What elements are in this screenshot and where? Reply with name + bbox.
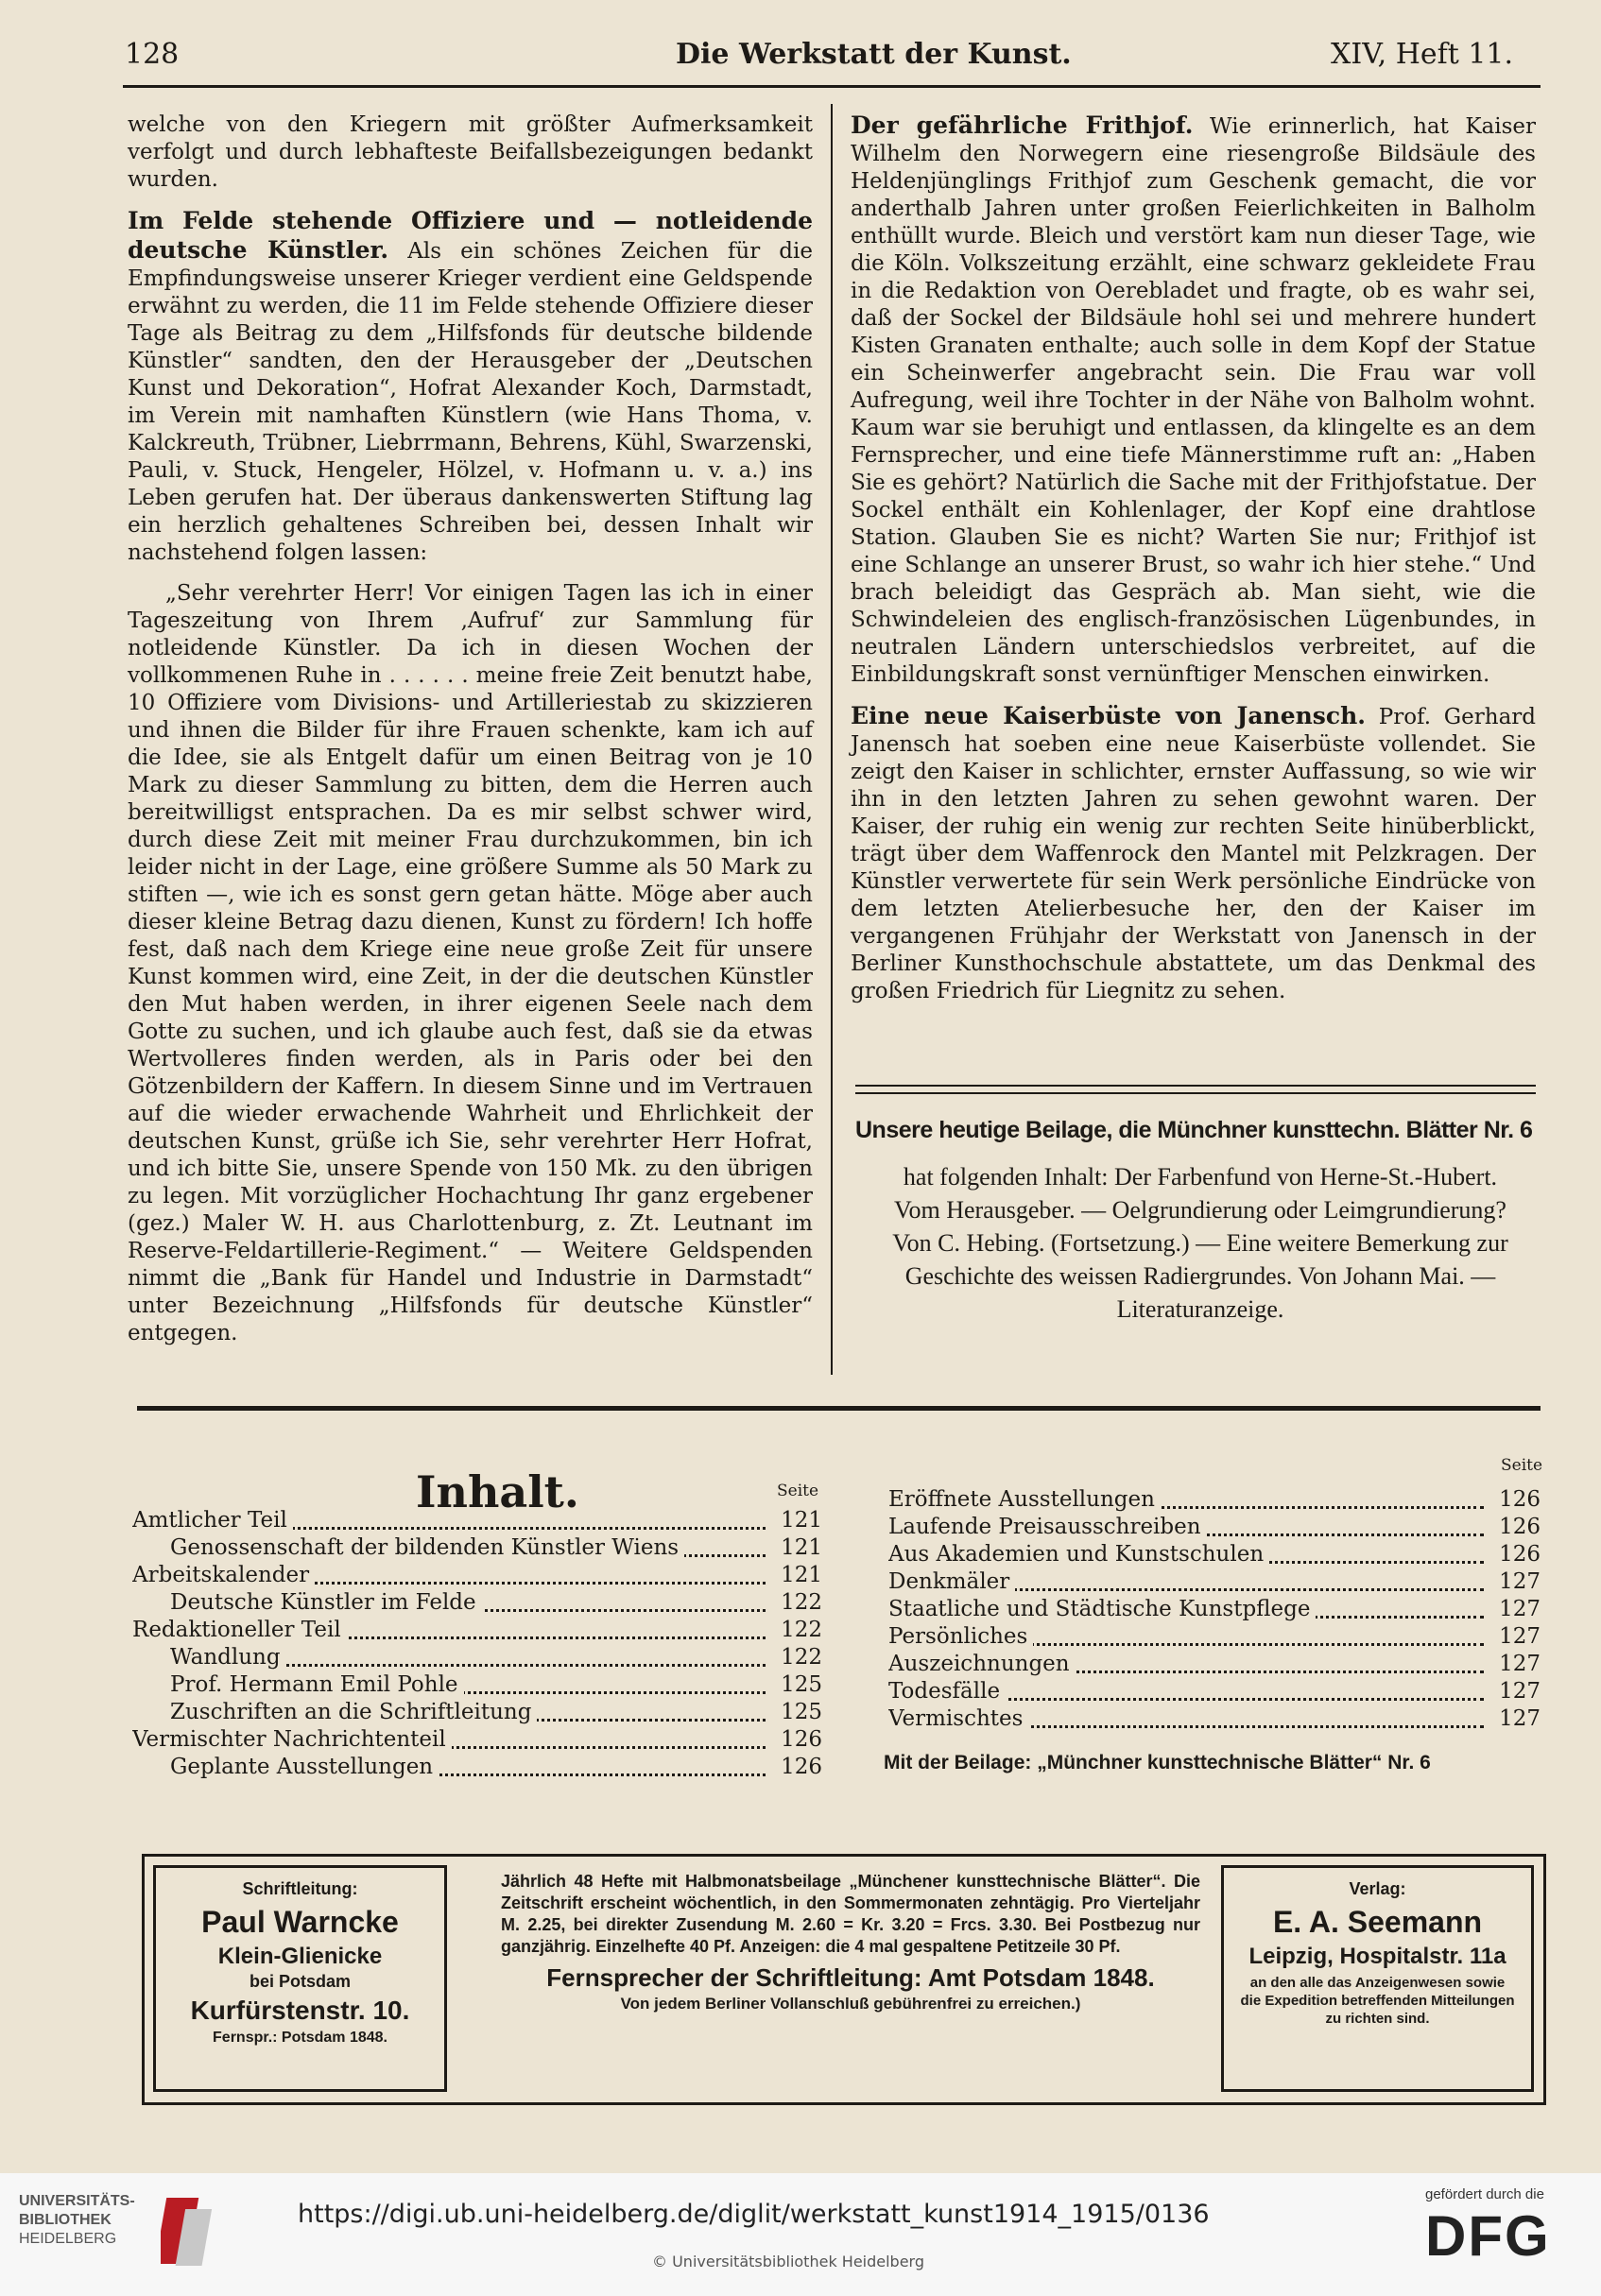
- toc-entry[interactable]: Laufende Preisausschreiben 126: [888, 1515, 1541, 1539]
- toc-entry[interactable]: Arbeitskalender 121: [132, 1563, 822, 1587]
- beilage-title: Unsere heutige Beilage, die Münchner kunsttechn. Blätter Nr. 6: [855, 1117, 1533, 1143]
- publisher-city: Leipzig, Hospitalstr. 11a: [1248, 1944, 1506, 1969]
- toc-entry[interactable]: Aus Akademien und Kunstschulen 126: [888, 1542, 1541, 1567]
- article-body: Als ein schönes Zeichen für die Empfindungsweise unserer Krieger verdient eine Geldspende erwähnt zu werden, die 11 im Felde stehende Offiziere dieser Tage als Beitrag zu dem „Hilfsfonds für deutsche bildende Künstler“ sandten, den der Herausgeber der „Deutschen Kunst und Dekoration“, Hofrat Alexander Koch, Darmstadt, im Verein mit namhaften Künstlern (wie Hans Thoma, v. Kalckreuth, Trübner, Liebrrmann, Behrens, Kühl, Swarzenski, Pauli, v. Stuck, Hengeler, Hölzel, v. Hofmann u. v. a.) ins Leben gerufen hat. Der überaus dankenswerten Stiftung lag ein herzlich gehaltenes Schreiben bei, dessen Inhalt wir nachstehend folgen lassen:: [128, 239, 813, 565]
- toc-entry[interactable]: Staatliche und Städtische Kunstpflege 127: [888, 1597, 1541, 1621]
- imprint-editor-box: [153, 1865, 447, 2092]
- toc-beilage-note: Mit der Beilage: „Münchner kunsttechnische Blätter“ Nr. 6: [884, 1752, 1431, 1773]
- imprint-subscription-box: [491, 1865, 1210, 2086]
- toc-entry[interactable]: Genossenschaft der bildenden Künstler Wiens 121: [132, 1535, 822, 1563]
- library-logo-text: [19, 2192, 135, 2249]
- article-heading: Der gefährliche Frithjof.: [851, 111, 1194, 139]
- double-rule-bottom: [855, 1092, 1536, 1094]
- funded-by-label: gefördert durch die: [1425, 2186, 1544, 2202]
- publisher-note: an den alle das Anzeigenwesen sowie die Expedition betreffenden Mitteilungen zu richten sind.: [1240, 1975, 1515, 2027]
- toc-seite-left: Seite: [777, 1482, 819, 1500]
- letter-text: „Sehr verehrter Herr! Vor einigen Tagen las ich in einer Tageszeitung von Ihrem ‚Aufruf‘ zur Sammlung für notleidende Künstler. Da ich in diesen Wochen der vollkommenen Ruhe in . . . . . . meine freie Zeit benutzt habe, 10 Offiziere vom Divisions- und Artilleriestab zu skizzieren und ihnen die Bilder für ihre Frauen schenkte, kam ich auf die Idee, sie als Entgelt dafür um einen Beitrag von je 10 Mark zu dieser Sammlung zu bitten, dem die Herren auch bereitwilligst entsprachen. Da es mir selbst schwer wird, durch diese Zeit mit meiner Frau durchzukommen, bin ich leider nicht in der Lage, eine größere Summe als 50 Mark zu stiften —, wie ich es sonst gern getan hätte. Möge aber auch dieser kleine Betrag dazu dienen, Kunst zu fördern! Ich hoffe fest, daß nach dem Kriege eine neue große Zeit für unsere Kunst kommen wird, eine Zeit, in der die deutschen Künstler den Mut haben werden, in ihrer eigenen Seele nach dem Gotte zu suchen, und ich glaube auch fest, daß sie da etwas Wertvolleres finden werden, als in Paris oder bei den Götzenbildern der Kaffern. In diesem Sinne und im Vertrauen auf die wieder erwachende Wahrheit und Ehrlichkeit der deutschen Kunst, grüße ich Sie, sehr verehrter Herr Hofrat, und ich bitte Sie, unsere Spende von 150 Mk. zu den übrigen zu legen. Mit vorzüglicher Hochachtung Ihr ganz ergebener (gez.) Maler W. H. aus Charlottenburg, z. Zt. Leutnant im Reserve-Feldartillerie-Regiment.“ — Weitere Geldspenden nimmt die „Bank für Handel und Industrie in Darmstadt“ unter Bezeichnung „Hilfsfonds für deutsche Künstler“ entgegen.: [128, 581, 813, 1345]
- copyright-note: © Universitätsbibliothek Heidelberg: [652, 2253, 925, 2270]
- running-title: Die Werkstatt der Kunst.: [676, 38, 1072, 71]
- publisher-name: E. A. Seemann: [1272, 1905, 1483, 1939]
- editor-street: Kurfürstenstr. 10.: [190, 1996, 410, 2025]
- article-heading: Eine neue Kaiserbüste von Janensch.: [851, 702, 1366, 729]
- column-divider: [831, 104, 833, 1375]
- source-url[interactable]: https://digi.ub.uni-heidelberg.de/diglit/werkstatt_kunst1914_1915/0136: [298, 2200, 1210, 2229]
- imprint-publisher-box: [1221, 1865, 1534, 2092]
- toc-entry[interactable]: Denkmäler 127: [888, 1569, 1541, 1594]
- toc-entry[interactable]: Deutsche Künstler im Felde 122: [132, 1590, 822, 1618]
- article-body: Prof. Gerhard Janensch hat soeben eine neue Kaiserbüste vollendet. Sie zeigt den Kaiser in schlichter, ernster Auffassung, so wie wir ihn in den letzten Jahren zu sehen gewohnt waren. Der Kaiser, der ruhig ein wenig zur rechten Seite hinüberblickt, trägt über dem Waffenrock den Mantel mit Pelzkragen. Der Künstler verwertete für sein Werk persönliche Eindrücke von dem letzten Atelierbesuche her, den der Kaiser im vergangenen Frühjahr der Werkstatt von Janensch in der Berliner Kunsthochschule abstattete, um das Denkmal des großen Friedrich für Liegnitz zu sehen.: [851, 705, 1537, 1003]
- library-line-3: HEIDELBERG: [19, 2231, 117, 2247]
- phone-berlin-note: Von jedem Berliner Vollanschluß gebührenfrei zu erreichen.): [620, 1995, 1081, 2013]
- toc-entry[interactable]: Redaktioneller Teil 122: [132, 1618, 822, 1642]
- article-body: Wie erinnerlich, hat Kaiser Wilhelm den Norwegern eine riesengroße Bildsäule des Heldenjünglings Frithjof zum Geschenk gemacht, die vor anderthalb Jahren unter großen Feierlichkeiten in Balholm enthüllt wurde. Bleich und verstört kam nun dieser Tage, wie die Köln. Volkszeitung erzählt, eine schwarz gekleidete Frau in die Redaktion von Oerebladet und fragte, ob es wahr sei, daß der Sockel der Bildsäule hohl sei und mehrere hundert Kisten Granaten enthalte; auch solle in dem Kopf der Statue ein Scheinwerfer angebracht sein. Die Frau war voll Aufregung, weil ihre Tochter in der Nähe von Balholm wohnt. Kaum war sie beruhigt und entlassen, da klingelte es an dem Fernsprecher, und eine tiefe Männerstimme ruft an: „Haben Sie es gehört? Natürlich die Sache mit der Frithjofstatue. Der Sockel enthält ein Kohlenlager, der Kopf eine drahtlose Station. Glauben Sie es nicht? Warten Sie nur; Frithjof ist eine Schlange an unserer Brust, so wahr ich hier stehe.“ Und brach beleidigt das Gespräch ab. Man sieht, wie die Schwindeleien des englisch-französischen Lügenbundes, in neutralen Ländern unterschiedslos verbreitet, auf die Einbildungskraft sonst vernünftiger Menschen einwirken.: [851, 114, 1537, 687]
- article-heading: Im Felde stehende Offiziere und — notleidende deutsche Künstler.: [128, 207, 813, 264]
- toc-entry[interactable]: Wandlung 122: [132, 1645, 822, 1672]
- article-kaiserbueste: [851, 702, 1536, 1005]
- toc-entry[interactable]: Persönliches 127: [888, 1624, 1541, 1649]
- editor-name: Paul Warncke: [201, 1905, 399, 1939]
- toc-entry[interactable]: Zuschriften an die Schriftleitung 125: [132, 1700, 822, 1727]
- article-frithjof: [851, 111, 1536, 689]
- editor-place: Klein-Glienicke: [217, 1944, 383, 1969]
- header-rule: [123, 85, 1541, 88]
- toc-left: [132, 1508, 822, 1782]
- toc-entry[interactable]: Geplante Ausstellungen 126: [132, 1755, 822, 1782]
- editor-label: Schriftleitung:: [242, 1879, 358, 1898]
- publisher-label: Verlag:: [1349, 1879, 1406, 1898]
- editor-near: bei Potsdam: [249, 1972, 352, 1991]
- toc-title: Inhalt.: [416, 1466, 579, 1517]
- toc-entry[interactable]: Todesfälle 127: [888, 1679, 1541, 1704]
- toc-right: [888, 1487, 1541, 1734]
- beilage-body: hat folgenden Inhalt: Der Farbenfund von Herne-St.-Hubert. Vom Herausgeber. — Oelgrundierung oder Leimgrundierung? Von C. Hebing. (Fortsetzung.) — Eine weitere Bemerkung zur Geschichte des weissen Radiergrundes. Von Johann Mai. — Literaturanzeige.: [892, 1163, 1508, 1323]
- dfg-logo: DFG: [1425, 2204, 1551, 2268]
- double-rule-top: [855, 1085, 1536, 1087]
- right-column: [851, 111, 1536, 1019]
- page-number: 128: [125, 38, 180, 71]
- toc-entry[interactable]: Vermischter Nachrichtenteil 126: [132, 1727, 822, 1752]
- library-line-2: BIBLIOTHEK: [19, 2212, 112, 2228]
- toc-entry[interactable]: Vermischtes 127: [888, 1706, 1541, 1731]
- toc-rule: [137, 1406, 1541, 1411]
- toc-entry[interactable]: Eröffnete Ausstellungen 126: [888, 1487, 1541, 1512]
- volume-number: XIV, Heft 11.: [1331, 38, 1514, 71]
- library-line-1: UNIVERSITÄTS-: [19, 2193, 135, 2209]
- left-column: [128, 111, 813, 1361]
- toc-entry[interactable]: Prof. Hermann Emil Pohle 125: [132, 1672, 822, 1700]
- paragraph-continued: welche von den Kriegern mit größter Aufmerksamkeit verfolgt und durch lebhafteste Beifallsbezeigungen bedankt wurden.: [128, 112, 813, 192]
- article-officers: [128, 207, 813, 567]
- toc-entry[interactable]: Amtlicher Teil 121: [132, 1508, 822, 1533]
- subscription-text: Jährlich 48 Hefte mit Halbmonatsbeilage „Münchener kunsttechnische Blätter“. Die Zeitschrift erscheint wöchentlich, in den Sommermonaten zehntägig. Pro Vierteljahr M. 2.25, bei direkter Zusendung M. 2.60 = Kr. 3.20 = Frcs. 3.30. Bei Postbezug nur ganzjährig. Einzelhefte 40 Pf. Anzeigen: die 4 mal gespaltene Petitzeile 30 Pf.: [501, 1872, 1200, 1956]
- phone-editorial: Fernsprecher der Schriftleitung: Amt Potsdam 1848.: [546, 1963, 1155, 1992]
- footer-bar: [0, 2173, 1601, 2296]
- library-emblem-icon: [161, 2188, 227, 2273]
- toc-entry[interactable]: Auszeichnungen 127: [888, 1652, 1541, 1676]
- editor-phone: Fernspr.: Potsdam 1848.: [213, 2030, 387, 2046]
- toc-seite-right: Seite: [1501, 1456, 1543, 1475]
